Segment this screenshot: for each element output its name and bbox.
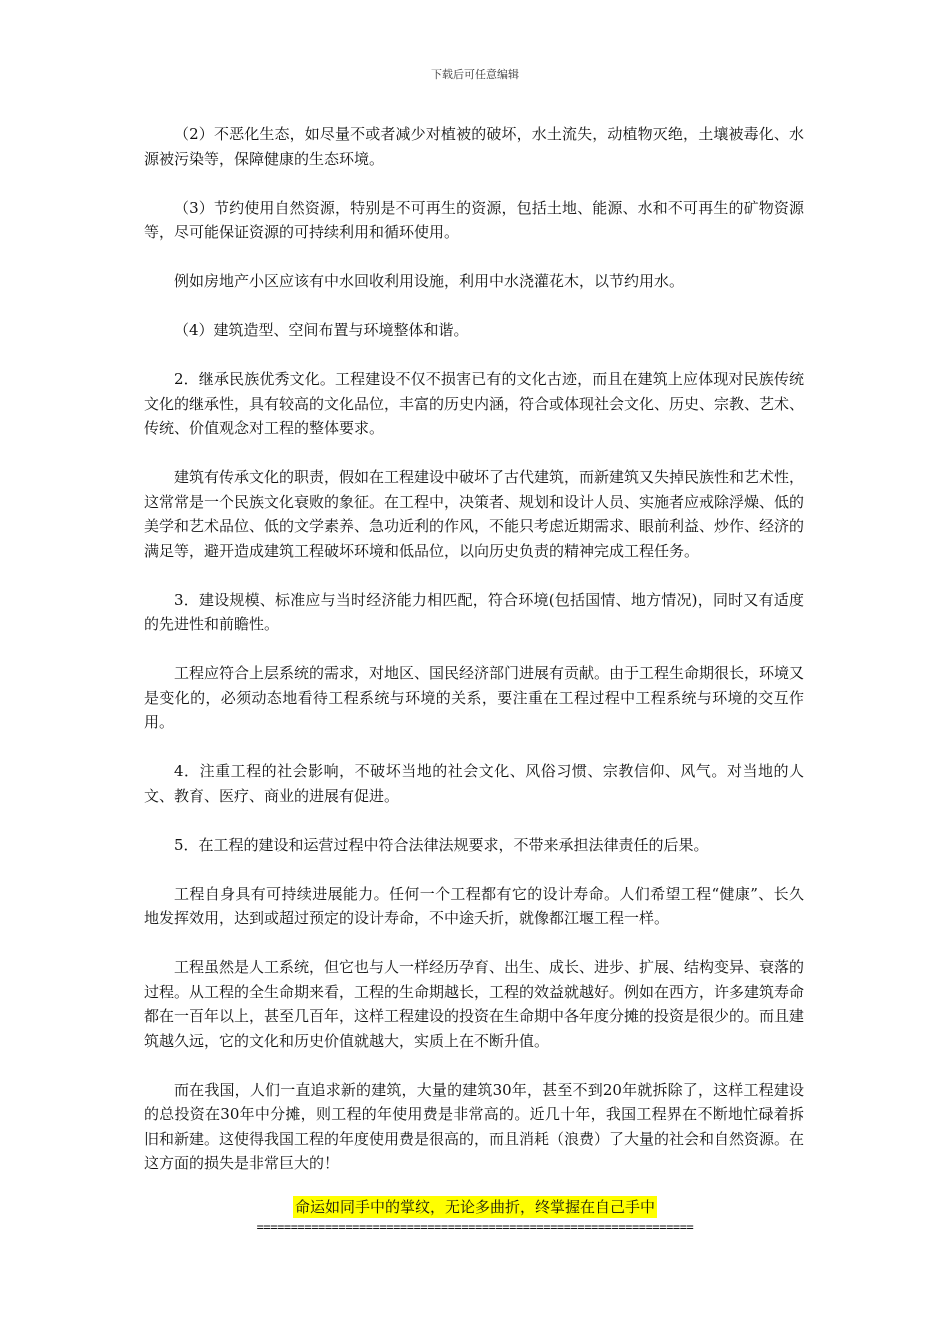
paragraph-6: 建筑有传承文化的职责，假如在工程建设中破坏了古代建筑，而新建筑又失掉民族性和艺术性，这常常是一个民族文化衰败的象征。在工程中，决策者、规划和设计人员、实施者应戒除浮燥、低的美学和艺术品位、低的文学素养、急功近利的作风，不能只考虑近期需求、眼前利益、炒作、经济的满足等，避开造成建筑工程破坏环境和低品位，以向历史负责的精神完成工程任务。 <box>144 468 805 560</box>
paragraph-12: 工程虽然是人工系统，但它也与人一样经历孕育、出生、成长、进步、扩展、结构变异、衰落的过程。从工程的全生命期来看，工程的生命期越长，工程的效益就越好。例如在西方，许多建筑寿命都在一百年以上，甚至几百年，这样工程建设的投资在生命期中各年度分摊的投资是很少的。而且建筑越久远，它的文化和历史价值就越大，实质上在不断升值。 <box>144 958 805 1050</box>
paragraph-9: 4．注重工程的社会影响，不破坏当地的社会文化、风俗习惯、宗教信仰、风气。对当地的人文、教育、医疗、商业的进展有促进。 <box>144 762 804 805</box>
paragraph-2: （3）节约使用自然资源，特别是不可再生的资源，包括土地、能源、水和不可再生的矿物资源等，尽可能保证资源的可持续利用和循环使用。 <box>144 198 804 241</box>
document-body <box>144 122 804 1200</box>
footer-motto: 命运如同手中的掌纹，无论多曲折，终掌握在自己手中 <box>294 1198 655 1216</box>
page-header: 下载后可任意编辑 <box>431 68 519 81</box>
paragraph-3: 例如房地产小区应该有中水回收利用设施，利用中水浇灌花木，以节约用水。 <box>174 272 685 290</box>
footer-divider: ================================================================ <box>256 1220 694 1234</box>
paragraph-8: 工程应符合上层系统的需求，对地区、国民经济部门进展有贡献。由于工程生命期很长，环境又是变化的，必须动态地看待工程系统与环境的关系，要注重在工程过程中工程系统与环境的交互作用。 <box>144 664 805 731</box>
paragraph-10: 5．在工程的建设和运营过程中符合法律法规要求，不带来承担法律责任的后果。 <box>174 835 709 854</box>
paragraph-4: （4）建筑造型、空间布置与环境整体和谐。 <box>174 321 469 339</box>
paragraph-1: （2）不恶化生态，如尽量不或者减少对植被的破坏，水土流失，动植物灭绝，土壤被毒化、水源被污染等，保障健康的生态环境。 <box>144 125 804 168</box>
paragraph-5: 2．继承民族优秀文化。工程建设不仅不损害已有的文化古迹，而且在建筑上应体现对民族传统文化的继承性，具有较高的文化品位，丰富的历史内涵，符合或体现社会文化、历史、宗教、艺术、传统、价值观念对工程的整体要求。 <box>144 370 805 437</box>
paragraph-7: 3．建设规模、标准应与当时经济能力相匹配，符合环境(包括国情、地方情况)，同时又有适度的先进性和前瞻性。 <box>144 590 804 633</box>
paragraph-11: 工程自身具有可持续进展能力。任何一个工程都有它的设计寿命。人们希望工程“健康”、长久地发挥效用，达到或超过预定的设计寿命，不中途夭折，就像都江堰工程一样。 <box>144 884 804 927</box>
page-footer <box>0 1196 950 1234</box>
paragraph-13: 而在我国，人们一直追求新的建筑，大量的建筑30年，甚至不到20年就拆除了，这样工程建设的总投资在30年中分摊，则工程的年使用费是非常高的。近几十年，我国工程界在不断地忙碌着拆旧和新建。这使得我国工程的年度使用费是很高的，而且消耗（浪费）了大量的社会和自然资源。在这方面的损失是非常巨大的！ <box>144 1080 805 1172</box>
